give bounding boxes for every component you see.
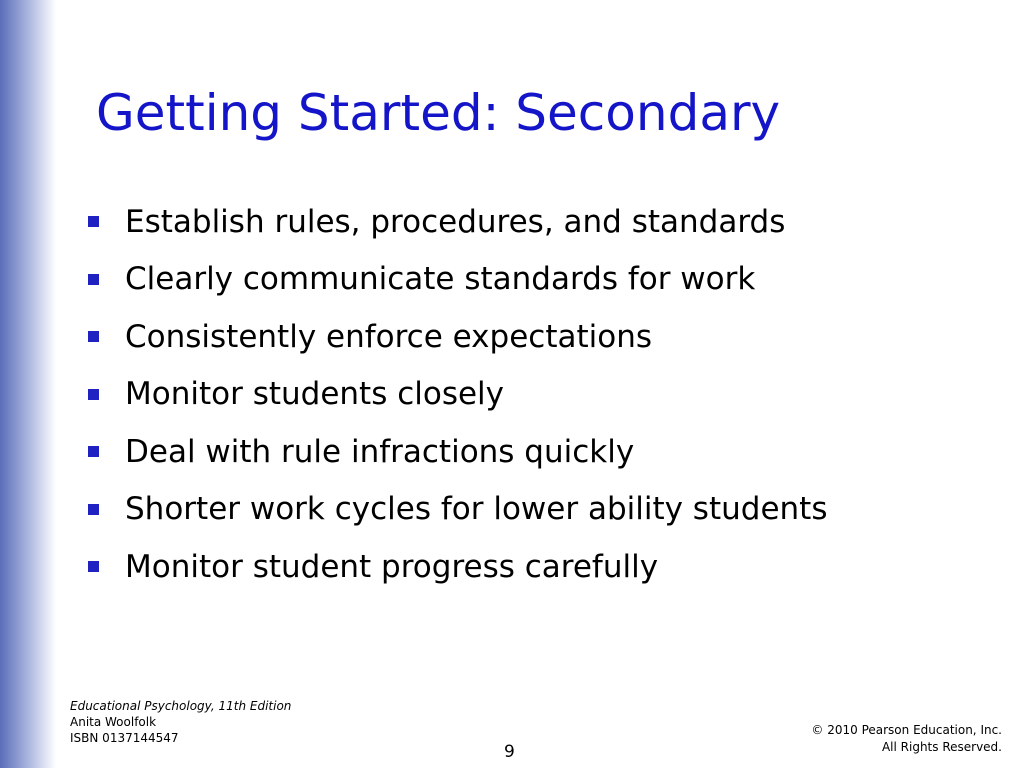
square-bullet-icon: [88, 216, 99, 227]
footer-author: Anita Woolfolk: [70, 715, 157, 729]
bullet-text: Shorter work cycles for lower ability students: [125, 491, 828, 528]
bullet-item: [88, 193, 827, 251]
bullet-item: [88, 423, 827, 481]
bullet-text: Consistently enforce expectations: [125, 318, 652, 355]
page-number: 9: [504, 742, 515, 762]
footer-copyright: [811, 722, 1002, 756]
footer-isbn: ISBN 0137144547: [70, 731, 179, 745]
bullet-item: [88, 538, 827, 596]
square-bullet-icon: [88, 389, 99, 400]
square-bullet-icon: [88, 446, 99, 457]
square-bullet-icon: [88, 331, 99, 342]
bullet-text: Monitor students closely: [125, 376, 505, 413]
square-bullet-icon: [88, 274, 99, 285]
bullet-item: [88, 366, 827, 424]
footer-book-info: [70, 698, 291, 746]
side-gradient-bar: [0, 0, 56, 768]
bullet-list: [88, 193, 827, 596]
footer-copyright-line: © 2010 Pearson Education, Inc.: [811, 723, 1002, 737]
bullet-text: Clearly communicate standards for work: [125, 261, 756, 298]
square-bullet-icon: [88, 504, 99, 515]
square-bullet-icon: [88, 561, 99, 572]
bullet-item: [88, 251, 827, 309]
footer-book-title: Educational Psychology, 11th Edition: [70, 699, 292, 713]
bullet-item: [88, 481, 827, 539]
footer-rights-line: All Rights Reserved.: [881, 740, 1002, 754]
bullet-text: Monitor student progress carefully: [125, 548, 659, 585]
bullet-text: Deal with rule infractions quickly: [125, 433, 635, 470]
slide-title: Getting Started: Secondary: [96, 84, 781, 142]
bullet-item: [88, 308, 827, 366]
bullet-text: Establish rules, procedures, and standards: [125, 203, 786, 240]
